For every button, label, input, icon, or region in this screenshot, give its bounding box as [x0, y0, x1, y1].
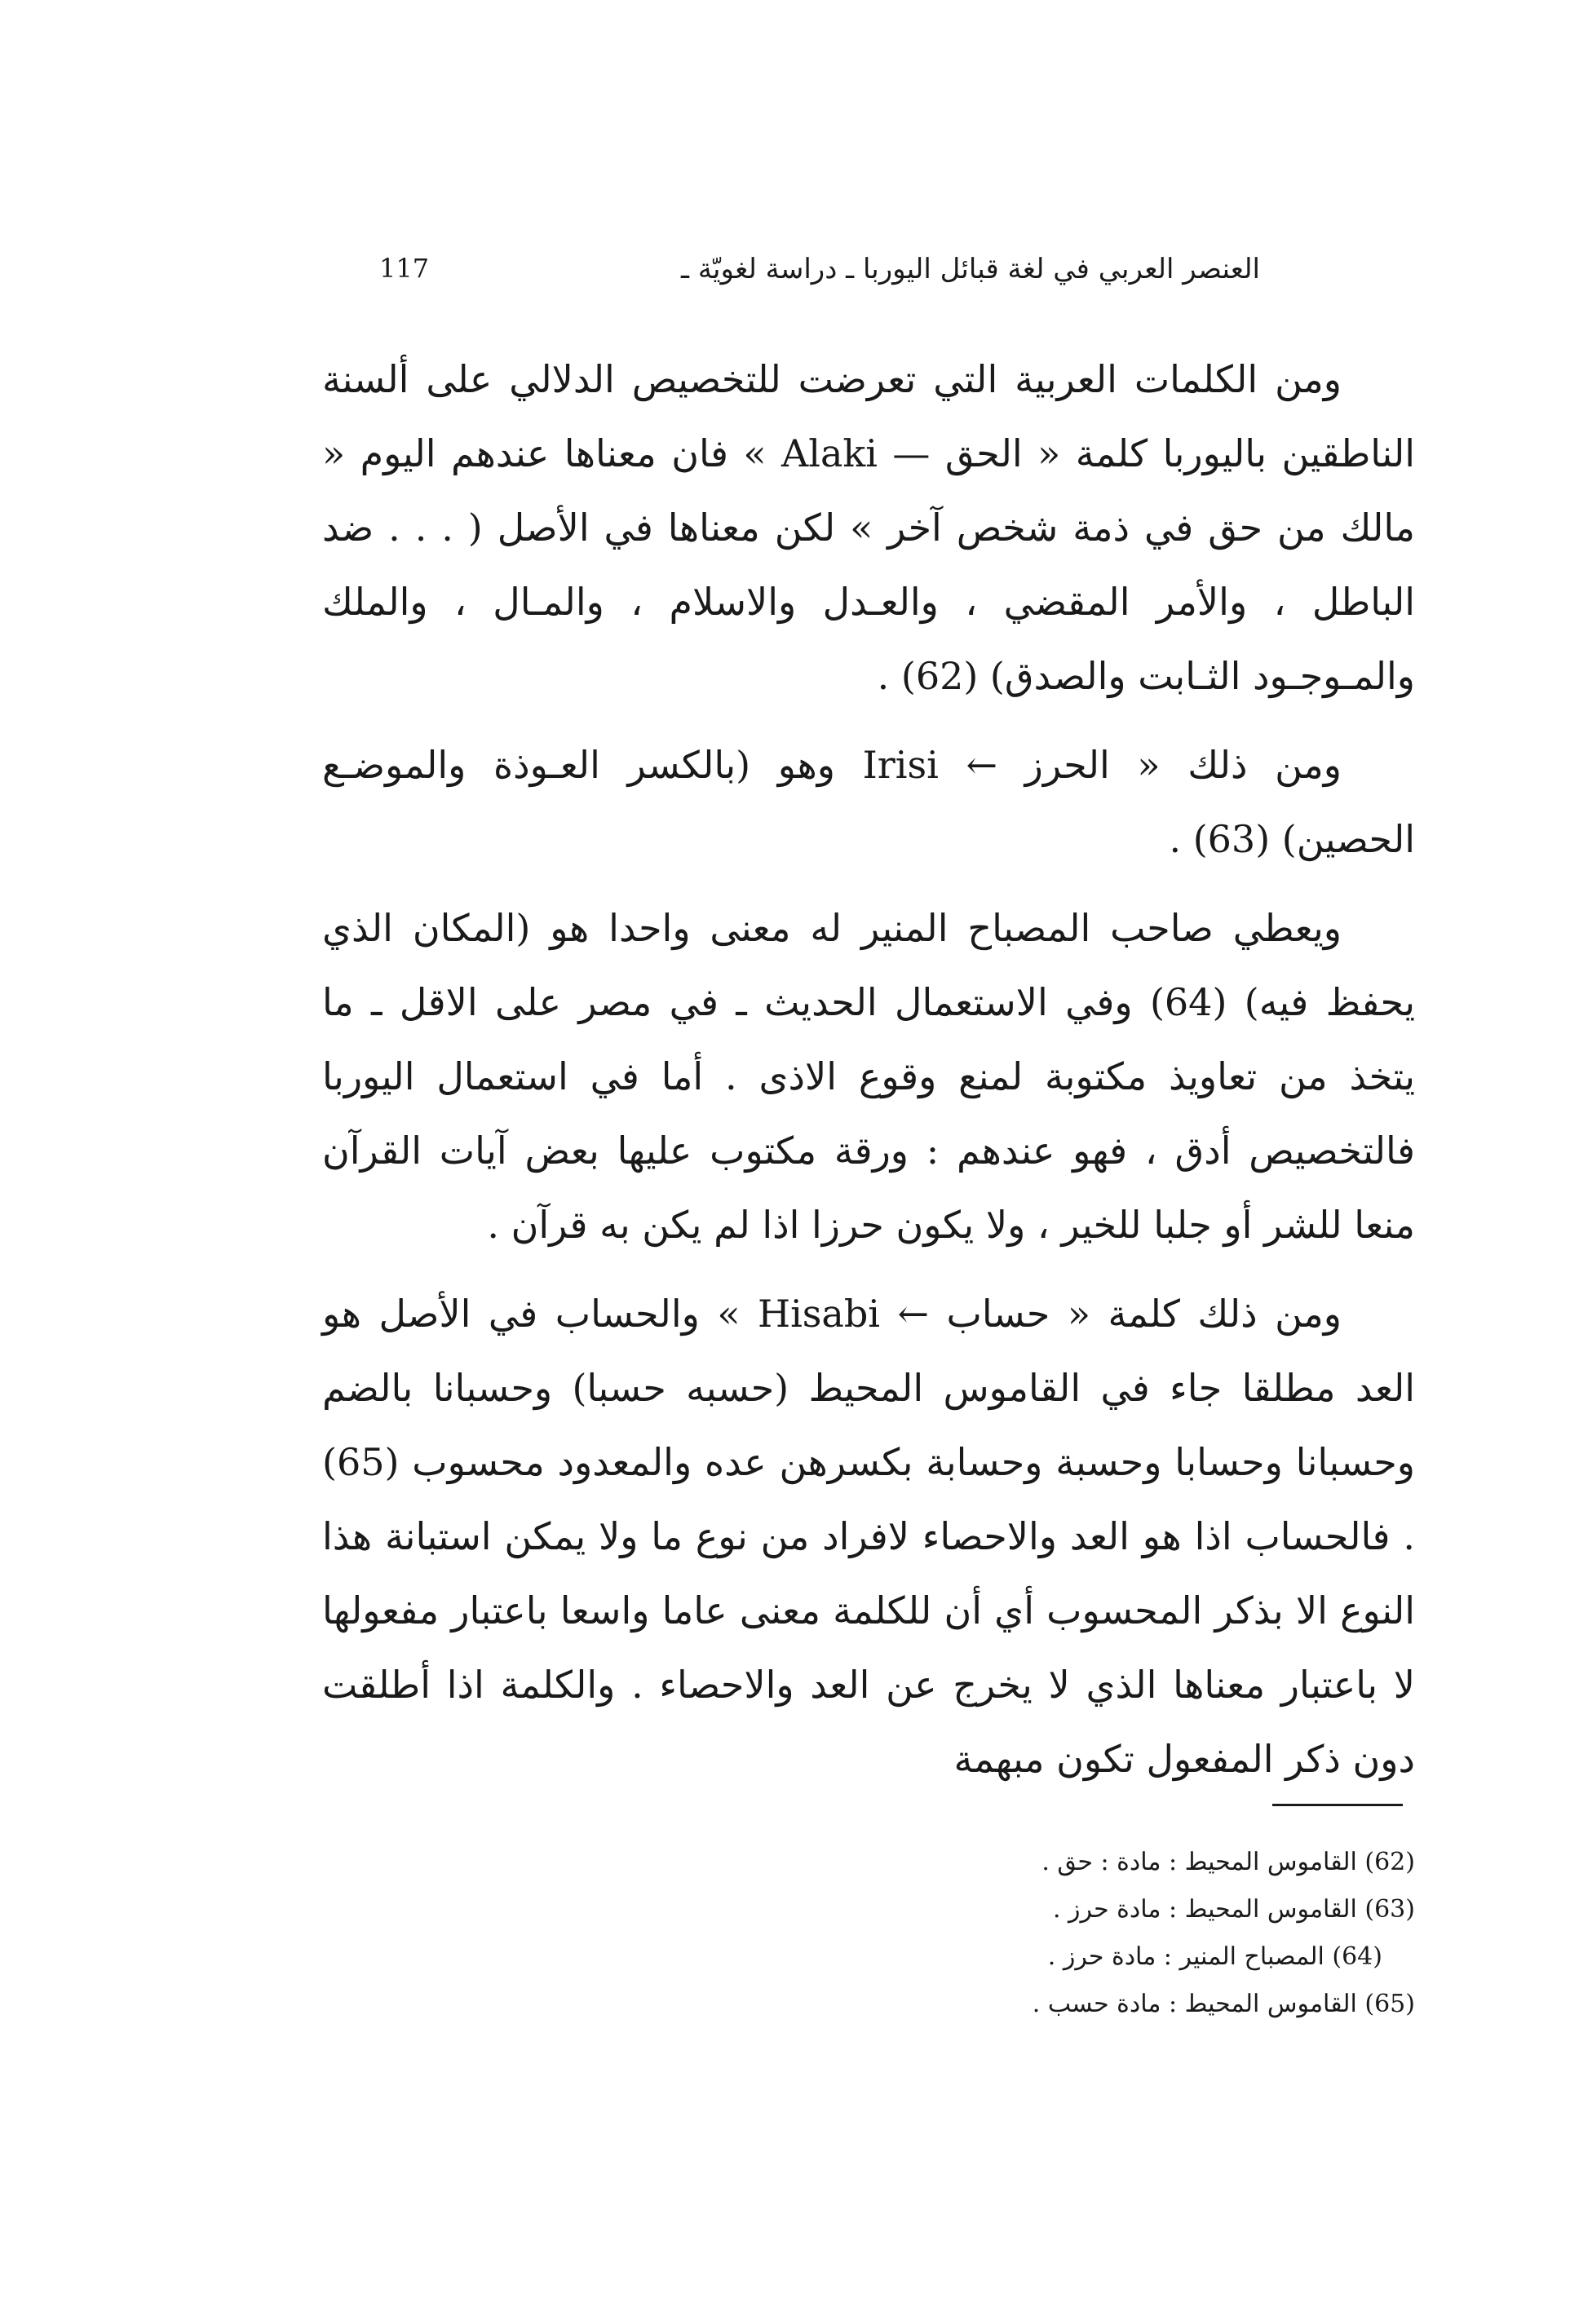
page-header [322, 245, 1293, 310]
footnote: (62) القاموس المحيط : مادة : حق . [1041, 1848, 1415, 1876]
page-number: 117 [379, 253, 430, 284]
paragraph: ومن ذلك كلمة « حساب ← Hisabi » والحساب في الأصل هو العد مطلقا جاء في القاموس المحيط (حسبه حسبا) وحسبانا بالضم وحسبانا وحسابا وحسبة وحسابة بكسرهن عده والمعدود محسوب (65) . فالحساب اذا هو العد والاحصاء لافراد من نوع ما ولا يمكن استبانة هذا النوع الا بذكر المحسوب أي أن للكلمة معنى عاما واسعا باعتبار مفعولها لا باعتبار معناها الذي لا يخرج عن العد والاحصاء . والكلمة اذا أطلقت دون ذكر المفعول تكون مبهمة [322, 1292, 1415, 1781]
footnote-separator [1272, 1804, 1403, 1806]
footnotes [322, 1839, 1415, 2028]
running-title: العنصر العربي في لغة قبائل اليوربا ـ دراسة لغويّة ـ [681, 253, 1260, 285]
paragraph: ومن ذلك « الحرز ← Irisi وهو (بالكسر العـوذة والموضـع الحصين) (63) . [322, 743, 1415, 861]
footnote: (65) القاموس المحيط : مادة حسب . [1032, 1990, 1415, 2018]
footnote: (63) القاموس المحيط : مادة حرز . [1052, 1895, 1415, 1924]
body-text [322, 342, 1415, 1811]
paragraph: ومن الكلمات العربية التي تعرضت للتخصيص الدلالي على ألسنة الناطقين باليوربا كلمة « الحق — Alaki » فان معناها عندهم اليوم « مالك من حق في ذمة شخص آخر » لكن معناها في الأصل ( . . . ضد الباطل ، والأمر المقضي ، والعـدل والاسلام ، والمـال ، والملك والمـوجـود الثـابت والصدق) (62) . [322, 357, 1415, 698]
paragraph: ويعطي صاحب المصباح المنير له معنى واحدا هو (المكان الذي يحفظ فيه) (64) وفي الاستعمال الحديث ـ في مصر على الاقل ـ ما يتخذ من تعاويذ مكتوبة لمنع وقوع الاذى . أما في استعمال اليوربا فالتخصيص أدق ، فهو عندهم : ورقة مكتوب عليها بعض آيات القرآن منعا للشر أو جلبا للخير ، ولا يكون حرزا اذا لم يكن به قرآن . [322, 906, 1415, 1247]
footnote: (64) المصباح المنير : مادة حرز . [1047, 1942, 1382, 1971]
